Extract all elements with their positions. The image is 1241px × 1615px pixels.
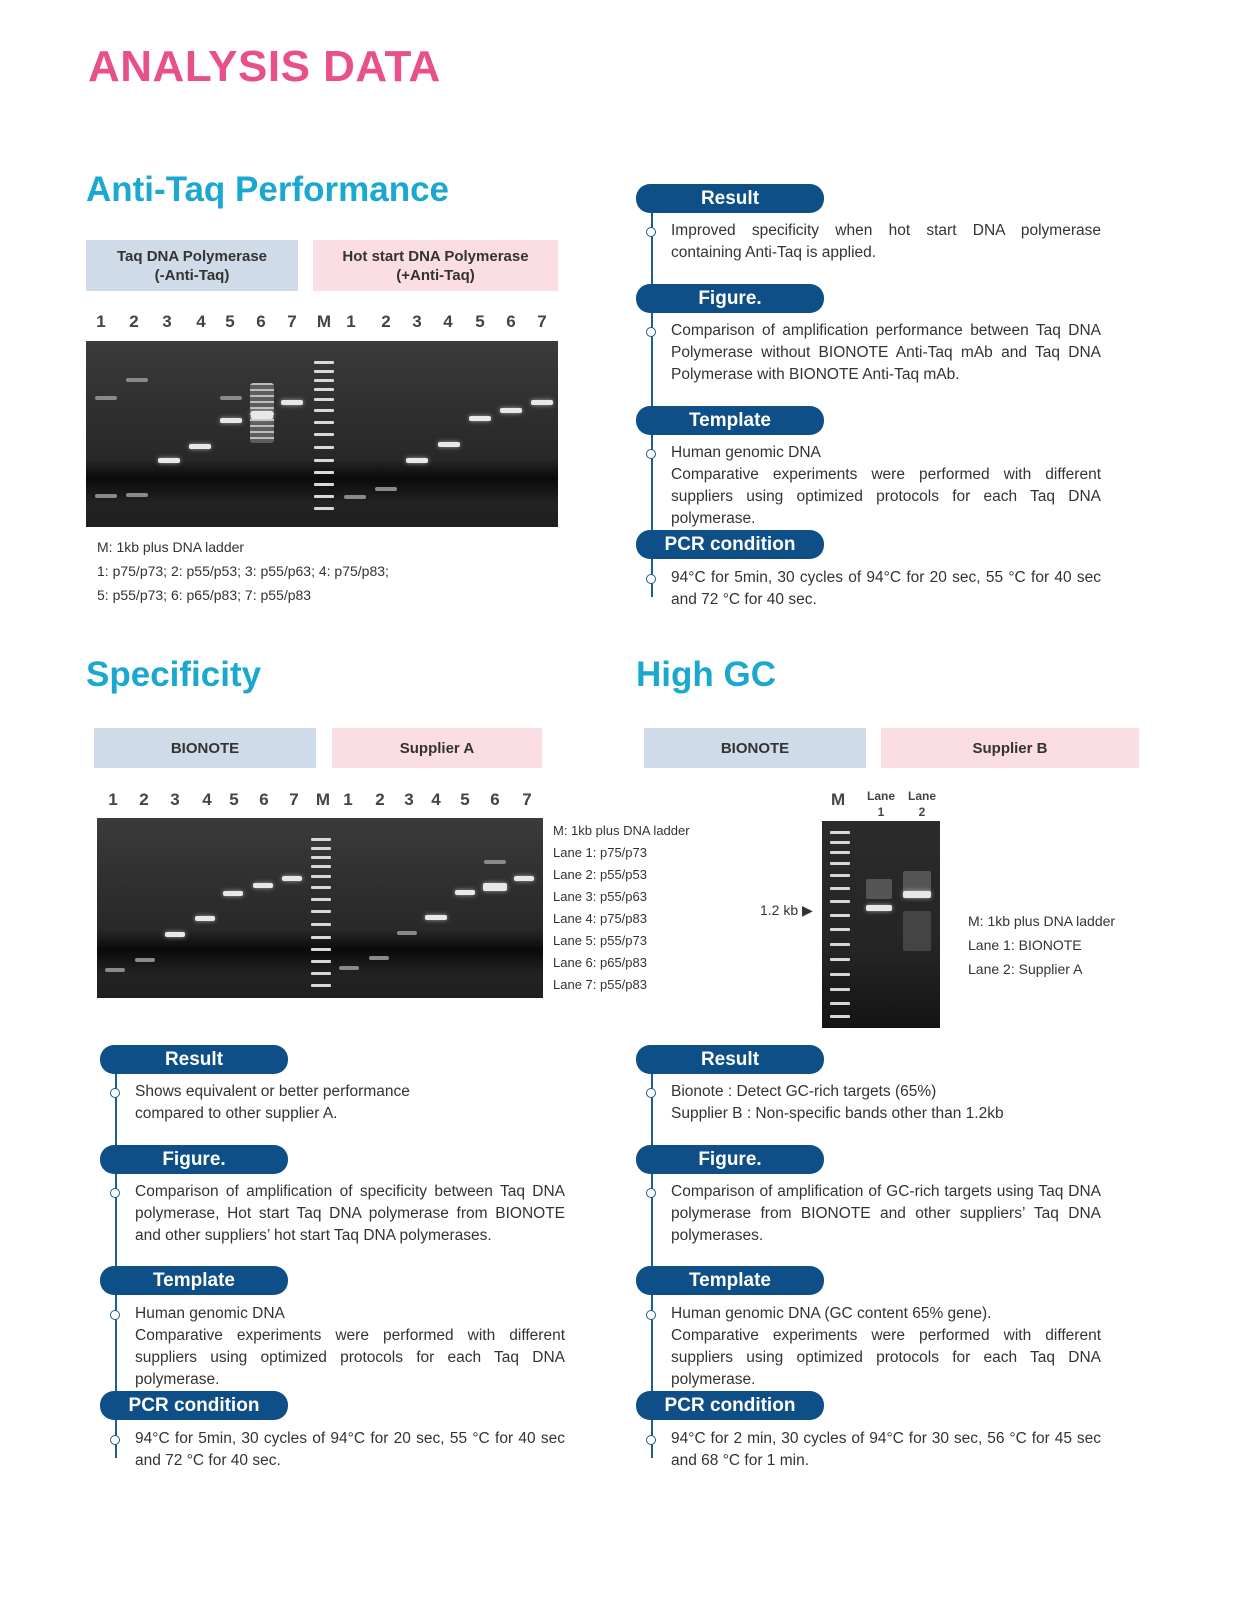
page-title: ANALYSIS DATA — [88, 42, 441, 91]
template-text-1: Human genomic DNA — [135, 1305, 285, 1322]
anti-taq-gel-caption — [97, 535, 389, 607]
legend-line: Lane 4: p75/p83 — [553, 911, 647, 926]
template-text-1: Human genomic DNA — [671, 444, 821, 461]
specificity-header-right: Supplier A — [332, 728, 542, 768]
legend-line: Lane 2: Supplier A — [968, 961, 1083, 977]
gel-band — [158, 458, 180, 463]
gel-band — [500, 408, 522, 413]
gel-band — [281, 400, 303, 405]
lane-label: 7 — [287, 312, 297, 331]
lane-label-line: Lane — [866, 789, 895, 803]
bullet-dot — [110, 1188, 120, 1198]
pcr-condition-text: 94°C for 5min, 30 cycles of 94°C for 20 sec, 55 °C for 40 sec and 72 °C for 40 sec. — [671, 569, 1101, 608]
high-gc-header-right: Supplier B — [881, 728, 1139, 768]
lane-label: M — [316, 312, 332, 331]
specificity-gel-legend — [553, 820, 690, 996]
legend-line: Lane 5: p55/p73 — [553, 933, 647, 948]
template-pill: Template — [100, 1266, 288, 1295]
pcr-condition-text: 94°C for 5min, 30 cycles of 94°C for 20 sec, 55 °C for 40 sec and 72 °C for 40 sec. — [135, 1430, 565, 1469]
anti-taq-header-left — [86, 240, 298, 291]
lane-label: 4 — [443, 312, 453, 331]
gel-band — [406, 458, 428, 463]
gel-band — [220, 396, 242, 400]
lane-label: 6 — [259, 790, 269, 809]
anti-taq-info-panel — [636, 184, 1106, 624]
legend-line: Lane 3: p55/p63 — [553, 889, 647, 904]
header-line: Hot start DNA Polymerase — [342, 247, 529, 265]
header-line: Taq DNA Polymerase — [116, 247, 268, 265]
lane-label: 7 — [522, 790, 532, 809]
bullet-dot — [646, 449, 656, 459]
gel-band — [251, 411, 273, 419]
lane-label: 6 — [490, 790, 500, 809]
gel-band — [126, 493, 148, 497]
bullet-dot — [646, 1188, 656, 1198]
specificity-gel-image — [97, 818, 543, 998]
template-text-2: Comparative experiments were performed with different suppliers using optimized protocols for each Taq DNA polymerase. — [671, 466, 1101, 527]
result-text-line: Shows equivalent or better performance compared to other supplier A. — [135, 1083, 410, 1122]
bullet-dot — [110, 1088, 120, 1098]
lane-label: 6 — [256, 312, 266, 331]
result-text: Improved specificity when hot start DNA polymerase containing Anti-Taq is applied. — [671, 222, 1101, 261]
gel-band — [903, 891, 931, 898]
high-gc-gel-image — [822, 821, 940, 1028]
lane-label: 5 — [229, 790, 239, 809]
gel-band — [483, 883, 507, 891]
result-pill: Result — [636, 1045, 824, 1074]
lane-label: 1 — [108, 790, 118, 809]
legend-line: Lane 1: BIONOTE — [968, 937, 1082, 953]
lane-label: 3 — [412, 312, 422, 331]
lane-label: 2 — [381, 312, 391, 331]
lane-label: 6 — [506, 312, 516, 331]
lane-label: 5 — [460, 790, 470, 809]
gel-band — [220, 418, 242, 423]
lane-label: M — [315, 790, 331, 809]
figure-text: Comparison of amplification of specificity between Taq DNA polymerase, Hot start Taq DNA polymerase from BIONOTE and other suppliers’ hot start Taq DNA polymerases. — [135, 1183, 565, 1244]
legend-line: M: 1kb plus DNA ladder — [968, 913, 1116, 929]
gel-band — [95, 396, 117, 400]
result-text-2: Supplier B : Non-specific bands other than 1.2kb — [671, 1105, 1004, 1122]
gel-band — [425, 915, 447, 920]
pcr-condition-pill: PCR condition — [100, 1391, 288, 1420]
bullet-dot — [646, 327, 656, 337]
bullet-dot — [646, 1310, 656, 1320]
caption-line: M: 1kb plus DNA ladder — [97, 539, 245, 555]
lane-label: 4 — [196, 312, 206, 331]
gel-band — [95, 494, 117, 498]
pcr-condition-text: 94°C for 2 min, 30 cycles of 94°C for 30 sec, 56 °C for 45 sec and 68 °C for 1 min. — [671, 1430, 1101, 1469]
caption-line: 5: p55/p73; 6: p65/p83; 7: p55/p83 — [97, 587, 312, 603]
lane-label: 1 — [343, 790, 353, 809]
gel-band — [514, 876, 534, 881]
high-gc-title: High GC — [636, 655, 776, 694]
figure-text: Comparison of amplification performance between Taq DNA Polymerase without BIONOTE Anti-Taq mAb and Taq DNA Polymerase with BIONOTE Anti-Taq mAb. — [671, 322, 1101, 383]
template-text-2: Comparative experiments were performed with different suppliers using optimized protocols for each Taq DNA polymerase. — [135, 1327, 565, 1388]
lane-label-1 — [861, 788, 901, 820]
lane-label: 5 — [225, 312, 235, 331]
figure-text: Comparison of amplification of GC-rich targets using Taq DNA polymerase from BIONOTE and other suppliers’ Taq DNA polymerases. — [671, 1183, 1101, 1244]
lane-label: 2 — [129, 312, 139, 331]
template-pill: Template — [636, 406, 824, 435]
gel-band — [344, 495, 366, 499]
lane-label: 7 — [289, 790, 299, 809]
gel-band — [469, 416, 491, 421]
gel-band — [455, 890, 475, 895]
gel-band — [223, 891, 243, 896]
gel-band — [135, 958, 155, 962]
gel-band — [126, 378, 148, 382]
lane-label: 2 — [139, 790, 149, 809]
specificity-title: Specificity — [86, 655, 262, 694]
specificity-info-panel — [100, 1045, 570, 1485]
lane-label: 4 — [202, 790, 212, 809]
pcr-condition-pill: PCR condition — [636, 530, 824, 559]
anti-taq-lane-labels — [0, 312, 600, 334]
header-line: (-Anti-Taq) — [154, 266, 230, 284]
gel-band — [375, 487, 397, 491]
figure-pill: Figure. — [636, 1145, 824, 1174]
gel-smear-band — [903, 911, 931, 951]
gel-band — [189, 444, 211, 449]
result-text-1: Bionote : Detect GC-rich targets (65%) — [671, 1083, 937, 1100]
lane-label: 2 — [375, 790, 385, 809]
size-marker-label: 1.2 kb ▶ — [760, 902, 813, 918]
lane-label-line: 1 — [877, 805, 885, 819]
gel-band — [105, 968, 125, 972]
pcr-condition-pill: PCR condition — [636, 1391, 824, 1420]
lane-label-line: Lane — [907, 789, 936, 803]
lane-label: 3 — [170, 790, 180, 809]
gel-band — [866, 905, 892, 911]
gel-band — [531, 400, 553, 405]
high-gc-header-left: BIONOTE — [644, 728, 866, 768]
anti-taq-title: Anti-Taq Performance — [86, 170, 450, 209]
lane-label: 3 — [404, 790, 414, 809]
gel-band — [438, 442, 460, 447]
legend-line: Lane 6: p65/p83 — [553, 955, 647, 970]
lane-label: 5 — [475, 312, 485, 331]
template-pill: Template — [636, 1266, 824, 1295]
lane-label: 4 — [431, 790, 441, 809]
gel-band — [369, 956, 389, 960]
lane-label-2 — [902, 788, 942, 820]
lane-label: 7 — [537, 312, 547, 331]
result-pill: Result — [636, 184, 824, 213]
lane-label-line: 2 — [918, 805, 926, 819]
figure-pill: Figure. — [100, 1145, 288, 1174]
gel-band — [339, 966, 359, 970]
legend-line: M: 1kb plus DNA ladder — [553, 823, 690, 838]
lane-label: 3 — [162, 312, 172, 331]
gel-band — [282, 876, 302, 881]
specificity-header-left: BIONOTE — [94, 728, 316, 768]
legend-line: Lane 1: p75/p73 — [553, 845, 647, 860]
gel-band — [484, 860, 506, 864]
gel-smear-band — [866, 879, 892, 899]
gel-band — [253, 883, 273, 888]
template-text-1: Human genomic DNA (GC content 65% gene). — [671, 1305, 992, 1322]
bullet-dot — [646, 1435, 656, 1445]
gel-band — [195, 916, 215, 921]
legend-line: Lane 2: p55/p53 — [553, 867, 647, 882]
specificity-lane-labels — [0, 790, 600, 812]
caption-line: 1: p75/p73; 2: p55/p53; 3: p55/p63; 4: p75/p83; — [97, 563, 389, 579]
bullet-dot — [646, 1088, 656, 1098]
gel-band — [397, 931, 417, 935]
lane-label-m: M — [831, 790, 846, 809]
figure-pill: Figure. — [636, 284, 824, 313]
lane-label: 1 — [346, 312, 356, 331]
legend-line: Lane 7: p55/p83 — [553, 977, 647, 992]
header-line: (+Anti-Taq) — [396, 266, 475, 284]
bullet-dot — [646, 227, 656, 237]
anti-taq-header-right — [313, 240, 558, 291]
lane-label: 1 — [96, 312, 106, 331]
bullet-dot — [646, 574, 656, 584]
high-gc-gel-legend — [968, 909, 1115, 981]
template-text-2: Comparative experiments were performed with different suppliers using optimized protocols for each Taq DNA polymerase. — [671, 1327, 1101, 1388]
anti-taq-gel-image — [86, 341, 558, 527]
bullet-dot — [110, 1435, 120, 1445]
result-text — [135, 1081, 565, 1125]
high-gc-info-panel — [636, 1045, 1106, 1485]
gel-band — [165, 932, 185, 937]
bullet-dot — [110, 1310, 120, 1320]
result-pill: Result — [100, 1045, 288, 1074]
